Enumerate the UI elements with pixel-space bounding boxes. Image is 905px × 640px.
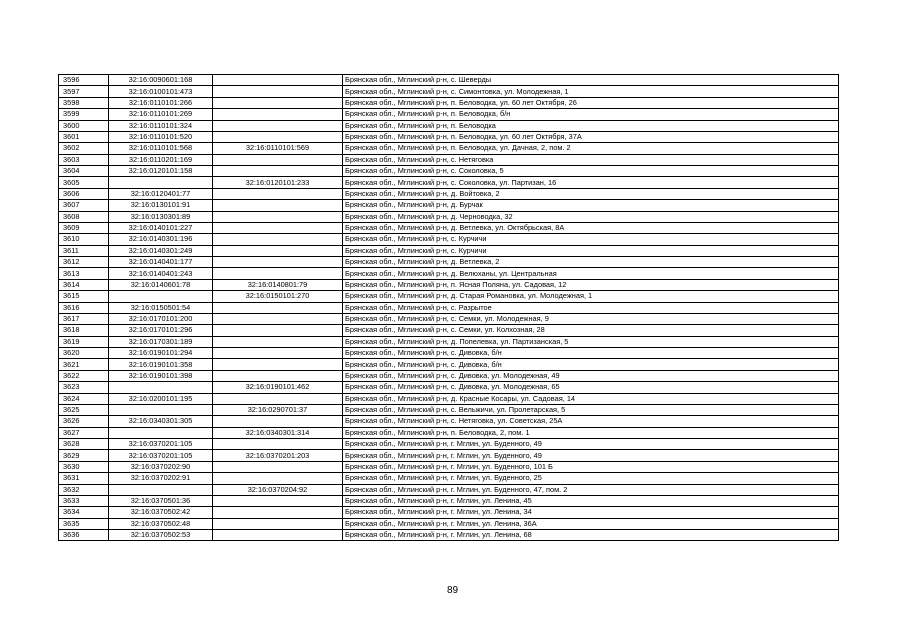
row-number-cell: 3608 bbox=[59, 211, 109, 222]
cadastral-number-cell: 32:16:0110101:520 bbox=[109, 131, 213, 142]
cadastral-number-cell: 32:16:0140401:243 bbox=[109, 268, 213, 279]
table-row bbox=[59, 222, 839, 233]
address-cell: Брянская обл., Мглинский р-н, д. Ветлевка, ул. Октябрьская, 8А bbox=[343, 222, 839, 233]
cadastral-number-cell: 32:16:0170301:189 bbox=[109, 336, 213, 347]
address-cell: Брянская обл., Мглинский р-н, с. Разрытое bbox=[343, 302, 839, 313]
row-number-cell: 3602 bbox=[59, 143, 109, 154]
cadastral-number-cell: 32:16:0130101:91 bbox=[109, 200, 213, 211]
address-cell: Брянская обл., Мглинский р-н, с. Курчичи bbox=[343, 234, 839, 245]
row-number-cell: 3603 bbox=[59, 154, 109, 165]
address-cell: Брянская обл., Мглинский р-н, с. Курчичи bbox=[343, 245, 839, 256]
table-row bbox=[59, 439, 839, 450]
cadastral-number-cell: 32:16:0370502:53 bbox=[109, 530, 213, 541]
related-cadastral-number-cell: 32:16:0340301:314 bbox=[213, 427, 343, 438]
row-number-cell: 3622 bbox=[59, 370, 109, 381]
table-row bbox=[59, 268, 839, 279]
address-cell: Брянская обл., Мглинский р-н, г. Мглин, ул. Ленина, 45 bbox=[343, 495, 839, 506]
table-row bbox=[59, 336, 839, 347]
address-cell: Брянская обл., Мглинский р-н, г. Мглин, ул. Буденного, 49 bbox=[343, 450, 839, 461]
cadastral-number-cell: 32:16:0140301:196 bbox=[109, 234, 213, 245]
address-cell: Брянская обл., Мглинский р-н, г. Мглин, ул. Буденного, 25 bbox=[343, 473, 839, 484]
table-row bbox=[59, 97, 839, 108]
row-number-cell: 3621 bbox=[59, 359, 109, 370]
related-cadastral-number-cell bbox=[213, 222, 343, 233]
cadastral-number-cell: 32:16:0190101:398 bbox=[109, 370, 213, 381]
cadastral-number-cell: 32:16:0130301:89 bbox=[109, 211, 213, 222]
related-cadastral-number-cell bbox=[213, 507, 343, 518]
cadastral-number-cell: 32:16:0170101:200 bbox=[109, 313, 213, 324]
row-number-cell: 3625 bbox=[59, 404, 109, 415]
address-cell: Брянская обл., Мглинский р-н, д. Попелевка, ул. Партизанская, 5 bbox=[343, 336, 839, 347]
row-number-cell: 3612 bbox=[59, 257, 109, 268]
row-number-cell: 3615 bbox=[59, 291, 109, 302]
row-number-cell: 3606 bbox=[59, 188, 109, 199]
related-cadastral-number-cell: 32:16:0370204:92 bbox=[213, 484, 343, 495]
address-cell: Брянская обл., Мглинский р-н, г. Мглин, ул. Ленина, 34 bbox=[343, 507, 839, 518]
address-cell: Брянская обл., Мглинский р-н, д. Черноводка, 32 bbox=[343, 211, 839, 222]
cadastral-number-cell: 32:16:0370202:91 bbox=[109, 473, 213, 484]
table-row bbox=[59, 177, 839, 188]
row-number-cell: 3616 bbox=[59, 302, 109, 313]
address-cell: Брянская обл., Мглинский р-н, д. Велюханы, ул. Центральная bbox=[343, 268, 839, 279]
related-cadastral-number-cell: 32:16:0150101:270 bbox=[213, 291, 343, 302]
cadastral-number-cell bbox=[109, 291, 213, 302]
row-number-cell: 3635 bbox=[59, 518, 109, 529]
address-cell: Брянская обл., Мглинский р-н, п. Беловодка, б/н bbox=[343, 109, 839, 120]
table-row bbox=[59, 427, 839, 438]
related-cadastral-number-cell bbox=[213, 336, 343, 347]
address-cell: Брянская обл., Мглинский р-н, г. Мглин, ул. Буденного, 49 bbox=[343, 439, 839, 450]
related-cadastral-number-cell bbox=[213, 495, 343, 506]
related-cadastral-number-cell bbox=[213, 302, 343, 313]
cadastral-number-cell: 32:16:0200101:195 bbox=[109, 393, 213, 404]
related-cadastral-number-cell bbox=[213, 416, 343, 427]
related-cadastral-number-cell bbox=[213, 257, 343, 268]
related-cadastral-number-cell bbox=[213, 439, 343, 450]
row-number-cell: 3633 bbox=[59, 495, 109, 506]
table-row bbox=[59, 154, 839, 165]
cadastral-number-cell bbox=[109, 427, 213, 438]
row-number-cell: 3629 bbox=[59, 450, 109, 461]
row-number-cell: 3620 bbox=[59, 348, 109, 359]
address-cell: Брянская обл., Мглинский р-н, г. Мглин, ул. Ленина, 68 bbox=[343, 530, 839, 541]
cadastral-number-cell: 32:16:0120401:77 bbox=[109, 188, 213, 199]
related-cadastral-number-cell bbox=[213, 325, 343, 336]
cadastral-number-cell: 32:16:0170101:296 bbox=[109, 325, 213, 336]
cadastral-number-cell bbox=[109, 177, 213, 188]
row-number-cell: 3605 bbox=[59, 177, 109, 188]
table-row bbox=[59, 507, 839, 518]
cadastral-number-cell: 32:16:0370201:105 bbox=[109, 439, 213, 450]
address-cell: Брянская обл., Мглинский р-н, д. Красные Косары, ул. Садовая, 14 bbox=[343, 393, 839, 404]
related-cadastral-number-cell bbox=[213, 473, 343, 484]
row-number-cell: 3604 bbox=[59, 166, 109, 177]
related-cadastral-number-cell bbox=[213, 518, 343, 529]
table-row bbox=[59, 86, 839, 97]
address-cell: Брянская обл., Мглинский р-н, д. Бурчак bbox=[343, 200, 839, 211]
cadastral-number-cell: 32:16:0110201:169 bbox=[109, 154, 213, 165]
related-cadastral-number-cell bbox=[213, 268, 343, 279]
row-number-cell: 3626 bbox=[59, 416, 109, 427]
address-cell: Брянская обл., Мглинский р-н, д. Старая Романовка, ул. Молодежная, 1 bbox=[343, 291, 839, 302]
row-number-cell: 3636 bbox=[59, 530, 109, 541]
table-row bbox=[59, 75, 839, 86]
table-row bbox=[59, 495, 839, 506]
table-row bbox=[59, 200, 839, 211]
address-cell: Брянская обл., Мглинский р-н, с. Семки, ул. Колхозная, 28 bbox=[343, 325, 839, 336]
related-cadastral-number-cell bbox=[213, 120, 343, 131]
page-number: 89 bbox=[446, 585, 459, 596]
related-cadastral-number-cell: 32:16:0290701:37 bbox=[213, 404, 343, 415]
row-number-cell: 3600 bbox=[59, 120, 109, 131]
related-cadastral-number-cell bbox=[213, 234, 343, 245]
address-cell: Брянская обл., Мглинский р-н, с. Шеверды bbox=[343, 75, 839, 86]
related-cadastral-number-cell bbox=[213, 359, 343, 370]
row-number-cell: 3634 bbox=[59, 507, 109, 518]
cadastral-number-cell: 32:16:0140401:177 bbox=[109, 257, 213, 268]
cadastral-number-cell: 32:16:0370502:48 bbox=[109, 518, 213, 529]
row-number-cell: 3628 bbox=[59, 439, 109, 450]
related-cadastral-number-cell bbox=[213, 166, 343, 177]
row-number-cell: 3624 bbox=[59, 393, 109, 404]
related-cadastral-number-cell: 32:16:0120101:233 bbox=[213, 177, 343, 188]
address-cell: Брянская обл., Мглинский р-н, с. Семки, ул. Молодежная, 9 bbox=[343, 313, 839, 324]
row-number-cell: 3632 bbox=[59, 484, 109, 495]
cadastral-number-cell: 32:16:0370501:36 bbox=[109, 495, 213, 506]
cadastral-number-cell: 32:16:0340301:305 bbox=[109, 416, 213, 427]
table-row bbox=[59, 188, 839, 199]
table-row bbox=[59, 530, 839, 541]
cadastral-number-cell bbox=[109, 382, 213, 393]
row-number-cell: 3610 bbox=[59, 234, 109, 245]
table-row bbox=[59, 359, 839, 370]
related-cadastral-number-cell: 32:16:0370201:203 bbox=[213, 450, 343, 461]
address-cell: Брянская обл., Мглинский р-н, п. Беловодка, 2, пом. 1 bbox=[343, 427, 839, 438]
related-cadastral-number-cell: 32:16:0140801:79 bbox=[213, 279, 343, 290]
cadastral-number-cell: 32:16:0190101:358 bbox=[109, 359, 213, 370]
row-number-cell: 3601 bbox=[59, 131, 109, 142]
row-number-cell: 3619 bbox=[59, 336, 109, 347]
address-cell: Брянская обл., Мглинский р-н, д. Войтовка, 2 bbox=[343, 188, 839, 199]
related-cadastral-number-cell bbox=[213, 200, 343, 211]
cadastral-number-cell: 32:16:0110101:266 bbox=[109, 97, 213, 108]
cadastral-number-cell: 32:16:0090601:168 bbox=[109, 75, 213, 86]
table-row bbox=[59, 279, 839, 290]
address-cell: Брянская обл., Мглинский р-н, с. Соколовка, ул. Партизан, 16 bbox=[343, 177, 839, 188]
related-cadastral-number-cell bbox=[213, 154, 343, 165]
row-number-cell: 3599 bbox=[59, 109, 109, 120]
row-number-cell: 3614 bbox=[59, 279, 109, 290]
row-number-cell: 3609 bbox=[59, 222, 109, 233]
cadastral-number-cell: 32:16:0190101:294 bbox=[109, 348, 213, 359]
table-row bbox=[59, 257, 839, 268]
cadastral-number-cell: 32:16:0110101:269 bbox=[109, 109, 213, 120]
address-cell: Брянская обл., Мглинский р-н, с. Дивовка, б/н bbox=[343, 348, 839, 359]
table-row bbox=[59, 450, 839, 461]
address-cell: Брянская обл., Мглинский р-н, с. Симонтовка, ул. Молодежная, 1 bbox=[343, 86, 839, 97]
table-row bbox=[59, 518, 839, 529]
table-row bbox=[59, 416, 839, 427]
row-number-cell: 3611 bbox=[59, 245, 109, 256]
address-cell: Брянская обл., Мглинский р-н, с. Вельжичи, ул. Пролетарская, 5 bbox=[343, 404, 839, 415]
row-number-cell: 3631 bbox=[59, 473, 109, 484]
address-cell: Брянская обл., Мглинский р-н, с. Нетяговка, ул. Советская, 25А bbox=[343, 416, 839, 427]
address-cell: Брянская обл., Мглинский р-н, с. Дивовка, ул. Молодежная, 49 bbox=[343, 370, 839, 381]
related-cadastral-number-cell bbox=[213, 393, 343, 404]
cadastral-number-cell bbox=[109, 484, 213, 495]
cadastral-number-cell: 32:16:0140601:78 bbox=[109, 279, 213, 290]
related-cadastral-number-cell bbox=[213, 75, 343, 86]
row-number-cell: 3607 bbox=[59, 200, 109, 211]
cadastral-number-cell: 32:16:0110101:324 bbox=[109, 120, 213, 131]
cadastral-number-cell: 32:16:0140101:227 bbox=[109, 222, 213, 233]
cadastral-number-cell: 32:16:0370502:42 bbox=[109, 507, 213, 518]
related-cadastral-number-cell bbox=[213, 245, 343, 256]
table-row bbox=[59, 404, 839, 415]
table-row bbox=[59, 302, 839, 313]
table-row bbox=[59, 143, 839, 154]
address-cell: Брянская обл., Мглинский р-н, с. Дивовка, б/н bbox=[343, 359, 839, 370]
related-cadastral-number-cell bbox=[213, 211, 343, 222]
related-cadastral-number-cell bbox=[213, 188, 343, 199]
related-cadastral-number-cell bbox=[213, 86, 343, 97]
registry-table bbox=[58, 74, 839, 541]
table-row bbox=[59, 291, 839, 302]
row-number-cell: 3623 bbox=[59, 382, 109, 393]
table-row bbox=[59, 234, 839, 245]
table-row bbox=[59, 370, 839, 381]
related-cadastral-number-cell bbox=[213, 370, 343, 381]
table-row bbox=[59, 393, 839, 404]
related-cadastral-number-cell bbox=[213, 131, 343, 142]
row-number-cell: 3630 bbox=[59, 461, 109, 472]
address-cell: Брянская обл., Мглинский р-н, г. Мглин, ул. Ленина, 36А bbox=[343, 518, 839, 529]
related-cadastral-number-cell bbox=[213, 97, 343, 108]
cadastral-number-cell: 32:16:0370201:105 bbox=[109, 450, 213, 461]
row-number-cell: 3596 bbox=[59, 75, 109, 86]
table-row bbox=[59, 382, 839, 393]
table-row bbox=[59, 131, 839, 142]
related-cadastral-number-cell bbox=[213, 348, 343, 359]
related-cadastral-number-cell bbox=[213, 461, 343, 472]
table-row bbox=[59, 109, 839, 120]
address-cell: Брянская обл., Мглинский р-н, с. Нетяговка bbox=[343, 154, 839, 165]
address-cell: Брянская обл., Мглинский р-н, с. Дивовка, ул. Молодежная, 65 bbox=[343, 382, 839, 393]
cadastral-number-cell bbox=[109, 404, 213, 415]
related-cadastral-number-cell: 32:16:0110101:569 bbox=[213, 143, 343, 154]
related-cadastral-number-cell bbox=[213, 109, 343, 120]
cadastral-number-cell: 32:16:0370202:90 bbox=[109, 461, 213, 472]
row-number-cell: 3618 bbox=[59, 325, 109, 336]
table-row bbox=[59, 473, 839, 484]
table-row bbox=[59, 166, 839, 177]
address-cell: Брянская обл., Мглинский р-н, п. Беловодка bbox=[343, 120, 839, 131]
address-cell: Брянская обл., Мглинский р-н, п. Беловодка, ул. Дачная, 2, пом. 2 bbox=[343, 143, 839, 154]
cadastral-number-cell: 32:16:0120101:158 bbox=[109, 166, 213, 177]
table-row bbox=[59, 313, 839, 324]
related-cadastral-number-cell: 32:16:0190101:462 bbox=[213, 382, 343, 393]
table-row bbox=[59, 484, 839, 495]
address-cell: Брянская обл., Мглинский р-н, п. Беловодка, ул. 60 лет Октября, 26 bbox=[343, 97, 839, 108]
address-cell: Брянская обл., Мглинский р-н, с. Соколовка, 5 bbox=[343, 166, 839, 177]
row-number-cell: 3627 bbox=[59, 427, 109, 438]
table-row bbox=[59, 245, 839, 256]
cadastral-number-cell: 32:16:0100101:473 bbox=[109, 86, 213, 97]
registry-table-body bbox=[59, 75, 839, 541]
row-number-cell: 3598 bbox=[59, 97, 109, 108]
address-cell: Брянская обл., Мглинский р-н, г. Мглин, ул. Буденного, 47, пом. 2 bbox=[343, 484, 839, 495]
table-row bbox=[59, 325, 839, 336]
table-row bbox=[59, 120, 839, 131]
related-cadastral-number-cell bbox=[213, 530, 343, 541]
cadastral-number-cell: 32:16:0150501:54 bbox=[109, 302, 213, 313]
table-row bbox=[59, 348, 839, 359]
cadastral-number-cell: 32:16:0140301:249 bbox=[109, 245, 213, 256]
table-row bbox=[59, 211, 839, 222]
row-number-cell: 3613 bbox=[59, 268, 109, 279]
address-cell: Брянская обл., Мглинский р-н, г. Мглин, ул. Буденного, 101 Б bbox=[343, 461, 839, 472]
row-number-cell: 3617 bbox=[59, 313, 109, 324]
address-cell: Брянская обл., Мглинский р-н, п. Беловодка, ул. 60 лет Октября, 37А bbox=[343, 131, 839, 142]
cadastral-number-cell: 32:16:0110101:568 bbox=[109, 143, 213, 154]
address-cell: Брянская обл., Мглинский р-н, п. Ясная Поляна, ул. Садовая, 12 bbox=[343, 279, 839, 290]
table-row bbox=[59, 461, 839, 472]
row-number-cell: 3597 bbox=[59, 86, 109, 97]
address-cell: Брянская обл., Мглинский р-н, д. Ветлевка, 2 bbox=[343, 257, 839, 268]
related-cadastral-number-cell bbox=[213, 313, 343, 324]
